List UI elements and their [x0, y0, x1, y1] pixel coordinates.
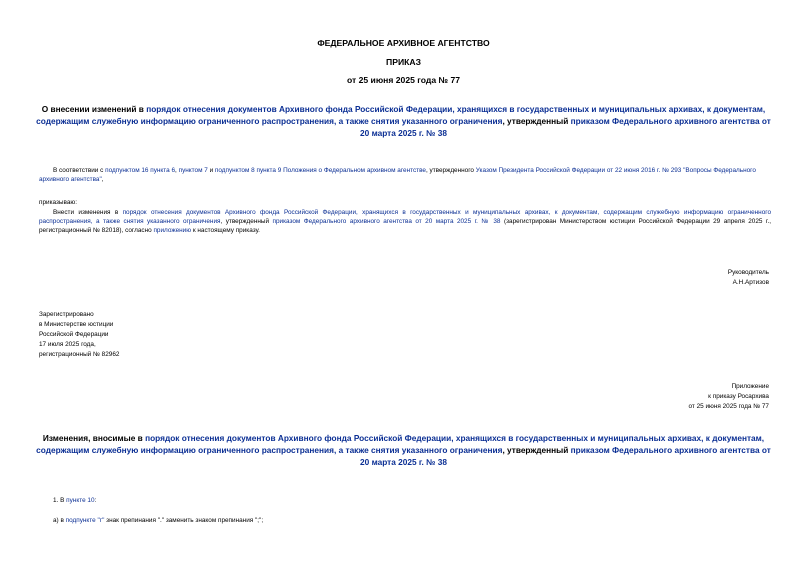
registration-line: 17 июля 2025 года,	[39, 341, 96, 348]
basis-text: В соответствии с	[53, 167, 106, 174]
basis-link-decree[interactable]: Указом Президента Российской Федерации от 22 июня 2016 г. № 293 "Вопросы Федерального архивного агентства"	[39, 167, 756, 183]
item-1	[53, 496, 96, 505]
basis-link-regulation[interactable]: Положения о Федеральном архивном агентстве	[283, 167, 426, 174]
basis-text: ,	[101, 176, 104, 183]
basis-text: ,	[175, 167, 179, 174]
basis-paragraph	[39, 166, 775, 184]
item-1-text: 1. В	[53, 497, 67, 504]
order-body-text: Внести изменения в	[53, 209, 123, 216]
registration-line: регистрационный № 82962	[39, 351, 120, 358]
title-link-procedure[interactable]: порядок отнесения документов Архивного фонда Российской Федерации, хранящихся в государственных и муниципальных архивах, к документам, содержащим служебную информацию ограниченного распространения, а также снятия указанного ограничения	[36, 104, 766, 126]
registration-line: Зарегистрировано	[39, 311, 94, 318]
basis-link-subclause-8[interactable]: подпунктом 8 пункта 9	[214, 167, 282, 174]
order-body-text: , утвержденный	[220, 218, 273, 225]
agency-name: ФЕДЕРАЛЬНОЕ АРХИВНОЕ АГЕНТСТВО	[317, 38, 490, 48]
changes-title-prefix: Изменения, вносимые в	[42, 433, 146, 443]
order-title	[34, 103, 773, 139]
changes-title	[34, 432, 773, 468]
title-middle: , утвержденный	[502, 116, 571, 126]
changes-title-link-order[interactable]: приказом Федерального архивного агентства от 20 марта 2025 г. № 38	[360, 445, 771, 467]
item-1-text: :	[94, 497, 97, 504]
basis-text: и	[207, 167, 215, 174]
item-1a-text: а) в	[53, 517, 66, 524]
doc-type: ПРИКАЗ	[386, 57, 421, 67]
changes-title-middle: , утвержденный	[502, 445, 571, 455]
order-date-number: от 25 июня 2025 года № 77	[346, 75, 461, 85]
title-link-order[interactable]: приказом Федерального архивного агентства от 20 марта 2025 г. № 38	[360, 116, 771, 138]
appendix-line: Приложение	[731, 383, 769, 390]
basis-link-clause-7[interactable]: пунктом 7	[178, 167, 208, 174]
order-word: приказываю:	[39, 199, 77, 206]
item-1a	[53, 516, 263, 525]
order-body-link-procedure[interactable]: порядок отнесения документов Архивного фонда Российской Федерации, хранящихся в государственных и муниципальных архивах, к документам, содержащим служебную информацию ограниченного распространения, а также снятия указанного ограничения	[39, 209, 771, 225]
item-1a-link-subclause-g[interactable]: подпункте "г"	[65, 517, 105, 524]
title-prefix: О внесении изменений в	[41, 104, 147, 114]
order-body-text: к настоящему приказу.	[191, 227, 260, 234]
changes-title-link-procedure[interactable]: порядок отнесения документов Архивного фонда Российской Федерации, хранящихся в государственных и муниципальных архивах, к документам, содержащим служебную информацию ограниченного распространения, а также снятия указанного ограничения	[36, 433, 765, 455]
basis-text: , утвержденного	[425, 167, 476, 174]
signature-position: Руководитель	[727, 269, 769, 276]
appendix-line: от 25 июня 2025 года № 77	[688, 403, 769, 410]
order-body-text: (зарегистрирован Министерством юстиции Российской Федерации 29 апреля 2025 г., регистрационный № 82018), согласно	[39, 218, 772, 234]
order-body-link-order[interactable]: приказом Федерального архивного агентства от 20 марта 2025 г. № 38	[272, 218, 501, 225]
appendix-block	[688, 382, 769, 412]
registration-line: в Министерстве юстиции	[39, 321, 114, 328]
appendix-line: к приказу Росархива	[708, 393, 769, 400]
signature-block	[728, 268, 769, 288]
registration-line: Российской Федерации	[39, 331, 109, 338]
basis-link-subclause-16[interactable]: подпунктом 16 пункта 6	[105, 167, 176, 174]
item-1a-text: знак препинания "." заменить знаком препинания ";";	[104, 517, 264, 524]
item-1-link-clause-10[interactable]: пункте 10	[66, 497, 95, 504]
registration-block	[39, 310, 119, 360]
signature-name: А.Н.Артизов	[732, 279, 769, 286]
order-body-link-appendix[interactable]: приложению	[153, 227, 192, 234]
order-body-paragraph	[39, 208, 771, 235]
